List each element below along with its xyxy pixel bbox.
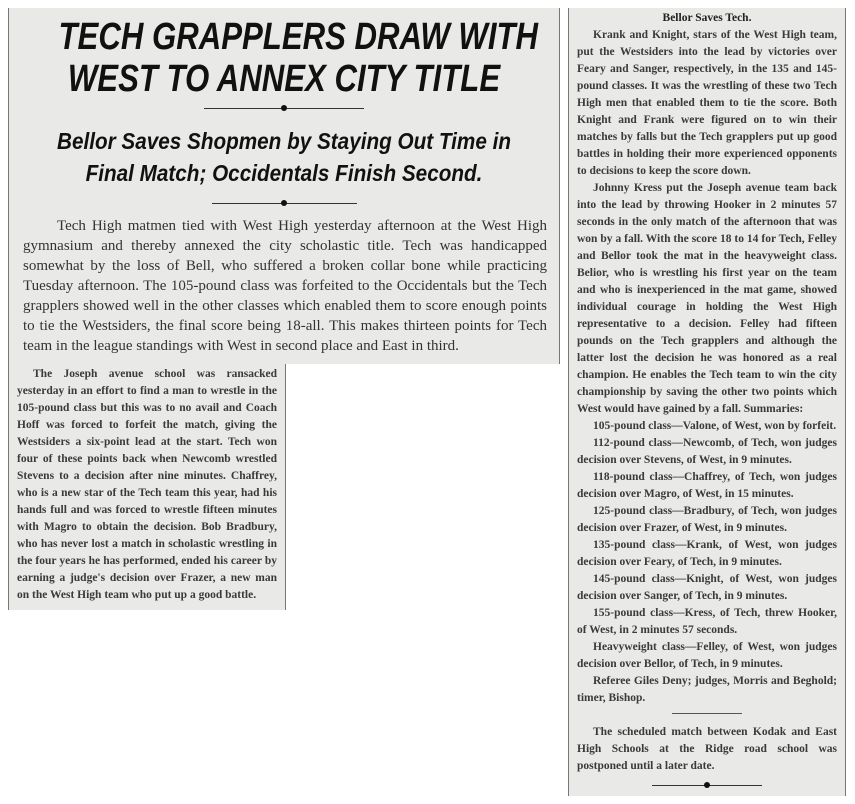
headline-line-2: WEST TO ANNEX CITY TITLE <box>67 58 501 100</box>
left-column <box>9 364 285 604</box>
summary-item: 145-pound class—Knight, of West, won judges decision over Sanger, of Tech, in 9 minutes. <box>577 573 837 602</box>
divider <box>672 713 742 714</box>
subhead-line-2: Final Match; Occidentals Finish Second. <box>85 160 483 186</box>
ornamental-rule <box>652 781 762 790</box>
subhead-line-1: Bellor Saves Shopmen by Staying Out Time in <box>57 128 511 154</box>
intro-paragraph: Tech High matmen tied with West High yesterday afternoon at the West High gymnasium and thereby annexed the city scholastic title. Tech was handicapped somewhat by the loss of Bell, who suffered a broken collar bone while practicing Tuesday afternoon. The 105-pound class was forfeited to the Occidentals but the Tech grapplers showed well in the other classes which enabled them to score enough points to tie the Westsiders, the final score being 18-all. This makes thirteen points for Tech team in the league standings with West in second place and East in third. <box>23 218 547 354</box>
body-paragraph: The Joseph avenue school was ransacked yesterday in an effort to find a man to wrestle in the 105-pound class but this was to no avail and Coach Hoff was forced to forfeit the match, giving the Westsiders a six-point lead at the start. Tech won four of these points back when Newcomb wrestled Stevens to a decision after nine minutes. Chaffrey, who is a new star of the Tech team this year, had his hands full and was forced to wrestle fifteen minutes with Magro to obtain the decision. Bob Bradbury, who has never lost a match in scholastic wrestling in the four years he has performed, ended his career by earning a judge's decision over Frazer, a new man on the West High team who put up a good battle. <box>17 368 277 601</box>
ornamental-rule <box>212 199 357 208</box>
headline <box>9 16 559 100</box>
summary-item: 155-pound class—Kress, of Tech, threw Hooker, of West, in 2 minutes 57 seconds. <box>577 607 837 636</box>
postscript-paragraph: The scheduled match between Kodak and East High Schools at the Ridge road school was postponed until a later date. <box>577 726 837 772</box>
ornamental-rule <box>204 104 364 113</box>
headline-line-1: TECH GRAPPLERS DRAW WITH <box>58 16 539 58</box>
summary-item: Heavyweight class—Felley, of West, won judges decision over Bellor, of Tech, in 9 minutes. <box>577 641 837 670</box>
subheadline <box>9 125 559 189</box>
summary-item: 105-pound class—Valone, of West, won by forfeit. <box>593 420 837 432</box>
summary-item: 118-pound class—Chaffrey, of Tech, won judges decision over Magro, of West, in 15 minutes. <box>577 471 837 500</box>
summary-item: 125-pound class—Bradbury, of Tech, won judges decision over Frazer, of West, in 9 minutes. <box>577 505 837 534</box>
summary-item: 112-pound class—Newcomb, of Tech, won judges decision over Stevens, of West, in 9 minutes. <box>577 437 837 466</box>
left-stack <box>8 8 560 610</box>
right-column-clipping <box>568 8 846 796</box>
section-subheading: Bellor Saves Tech. <box>662 12 752 24</box>
body-paragraph: Johnny Kress put the Joseph avenue team back into the lead by throwing Hooker in 2 minutes 57 seconds in the only match of the afternoon that was won by a fall. With the score 18 to 14 for Tech, Felley and Bellor took the mat in the heavyweight class. Belior, who is wrestling his first year on the team and who is inexperienced in the mat game, showed individual courage in holding the West High representative to a decision. Felley had fifteen pounds on the Tech grapplers and although the latter lost the decision he was honored as a real champion. He enables the Tech team to win the city championship by saving the other two points which West would have gained by a fall. Summaries: <box>577 182 837 415</box>
body-paragraph: Krank and Knight, stars of the West High team, put the Westsiders into the lead by victories over Feary and Sanger, respectively, in the 135 and 145-pound classes. It was the wrestling of these two Tech High men that enabled them to tie the score. Both Knight and Frank were figured on to win their matches by falls but the Tech grapplers put up good battles in holding their more experienced opponents to decisions to keep the score down. <box>577 29 837 177</box>
summary-item: 135-pound class—Krank, of West, won judges decision over Feary, of Tech, in 9 minutes. <box>577 539 837 568</box>
right-column <box>569 8 845 790</box>
left-column-clipping <box>8 364 286 610</box>
article-header-clipping <box>8 8 560 364</box>
officials-line: Referee Giles Deny; judges, Morris and Beghold; timer, Bishop. <box>577 675 837 704</box>
